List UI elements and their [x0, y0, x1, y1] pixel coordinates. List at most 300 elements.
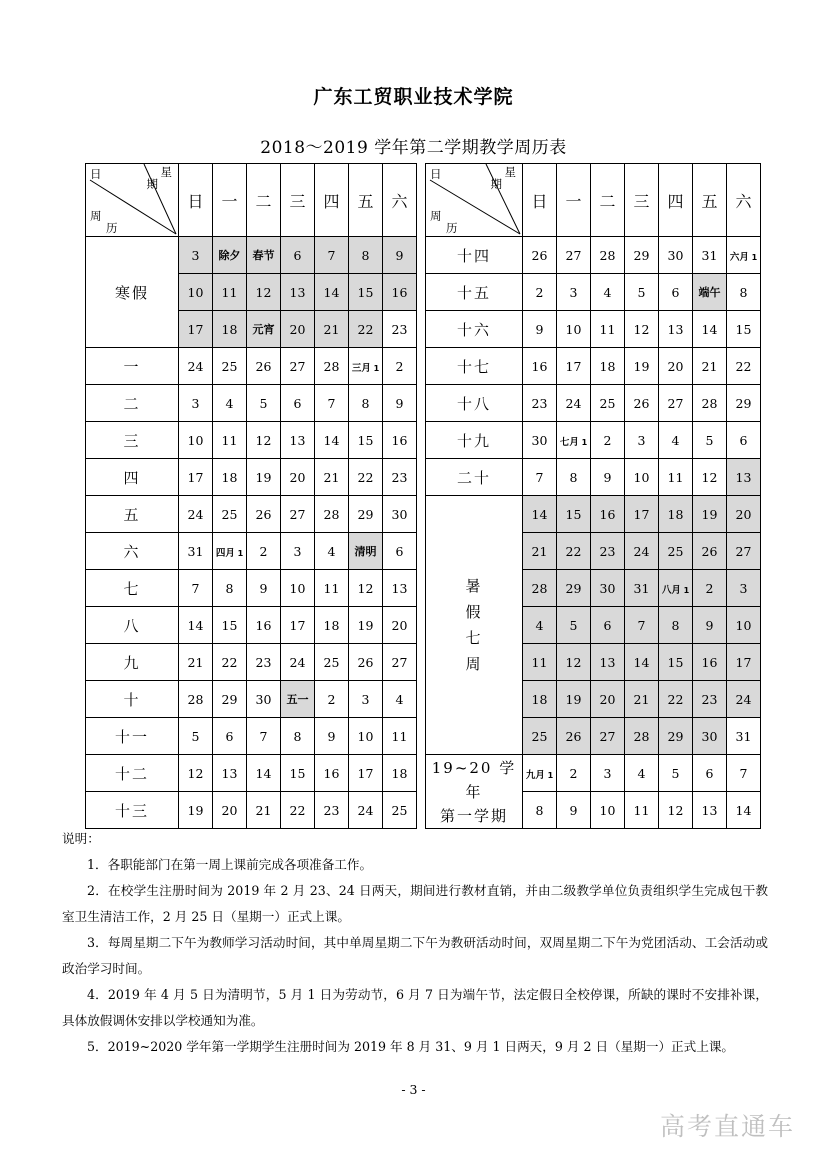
day-cell: 27 — [591, 718, 625, 755]
week-label-cell: 九 — [86, 644, 179, 681]
day-cell: 6 — [591, 607, 625, 644]
day-cell: 14 — [315, 422, 349, 459]
day-cell: 27 — [727, 533, 761, 570]
day-cell: 30 — [383, 496, 417, 533]
day-cell: 11 — [625, 792, 659, 829]
calendar-right-body — [426, 237, 761, 829]
week-label-cell: 七 — [86, 570, 179, 607]
day-cell: 28 — [591, 237, 625, 274]
weekday-header-0: 日 — [179, 164, 213, 237]
day-cell: 28 — [625, 718, 659, 755]
week-label-cell: 十一 — [86, 718, 179, 755]
week-label-cell: 六 — [86, 533, 179, 570]
calendar-row — [426, 274, 761, 311]
day-cell: 17 — [727, 644, 761, 681]
day-cell: 10 — [591, 792, 625, 829]
note-item-1: 1．各职能部门在第一周上课前完成各项准备工作。 — [87, 857, 373, 872]
day-cell: 9 — [383, 385, 417, 422]
day-cell: 3 — [591, 755, 625, 792]
day-cell: 9 — [557, 792, 591, 829]
day-cell — [349, 348, 383, 385]
calendar-row — [86, 496, 417, 533]
day-cell: 5 — [625, 274, 659, 311]
day-cell: 31 — [727, 718, 761, 755]
day-cell: 23 — [315, 792, 349, 829]
corner-weekday-line2: 期 — [146, 177, 160, 192]
week-label-cell: 十三 — [86, 792, 179, 829]
day-cell: 3 — [625, 422, 659, 459]
day-cell: 19 — [247, 459, 281, 496]
day-cell: 20 — [281, 311, 315, 348]
header-row — [86, 164, 417, 237]
day-cell: 8 — [213, 570, 247, 607]
weekday-header-6: 六 — [383, 164, 417, 237]
holiday-label: 清明 — [354, 545, 377, 558]
week-label-cell: 十四 — [426, 237, 523, 274]
day-cell: 22 — [557, 533, 591, 570]
weekday-header-1: 一 — [557, 164, 591, 237]
day-cell: 22 — [281, 792, 315, 829]
day-cell: 15 — [213, 607, 247, 644]
weekday-header-2: 二 — [247, 164, 281, 237]
day-cell: 24 — [625, 533, 659, 570]
calendar-row — [426, 755, 761, 792]
day-cell — [693, 274, 727, 311]
day-cell — [349, 533, 383, 570]
corner-header-cell — [426, 164, 523, 237]
day-cell — [281, 681, 315, 718]
calendar-left-header — [86, 164, 417, 237]
day-cell: 23 — [383, 311, 417, 348]
day-cell: 18 — [591, 348, 625, 385]
day-cell: 21 — [315, 459, 349, 496]
calendar-row — [426, 348, 761, 385]
day-cell: 2 — [557, 755, 591, 792]
day-cell: 26 — [523, 237, 557, 274]
day-cell: 10 — [281, 570, 315, 607]
day-cell: 20 — [591, 681, 625, 718]
day-cell: 16 — [523, 348, 557, 385]
note-item-2: 2．在校学生注册时间为 2019 年 2 月 23、24 日两天，期间进行教材直销，并由二级教学单位负责组织学生完成包干教室卫生清洁工作，2 月 25 日（星期一）正式上课。 — [62, 883, 768, 924]
day-cell: 11 — [213, 274, 247, 311]
day-cell: 11 — [591, 311, 625, 348]
calendar-right-header — [426, 164, 761, 237]
day-cell: 17 — [281, 607, 315, 644]
holiday-label: 五一 — [286, 693, 309, 706]
calendar-row — [86, 792, 417, 829]
day-cell: 13 — [281, 422, 315, 459]
day-cell: 22 — [213, 644, 247, 681]
day-cell: 4 — [591, 274, 625, 311]
day-cell: 24 — [179, 348, 213, 385]
corner-header-cell — [86, 164, 179, 237]
day-cell: 10 — [179, 422, 213, 459]
day-cell: 28 — [315, 348, 349, 385]
corner-label-weekday — [491, 166, 519, 190]
day-cell: 3 — [557, 274, 591, 311]
day-cell: 13 — [591, 644, 625, 681]
summer-vacation-label — [426, 496, 523, 755]
day-cell: 4 — [625, 755, 659, 792]
day-cell — [247, 237, 281, 274]
corner-label-day: 日 — [430, 167, 444, 181]
day-cell: 7 — [727, 755, 761, 792]
day-cell — [213, 237, 247, 274]
holiday-label: 端午 — [698, 286, 721, 299]
holiday-label: 春节 — [252, 249, 275, 262]
week-label-cell: 十五 — [426, 274, 523, 311]
day-cell: 16 — [591, 496, 625, 533]
day-cell: 11 — [383, 718, 417, 755]
notes-heading: 说明： — [62, 831, 100, 846]
calendar-row — [86, 237, 417, 274]
day-cell: 17 — [625, 496, 659, 533]
day-cell: 10 — [179, 274, 213, 311]
calendar-row — [426, 459, 761, 496]
corner-label-weekday — [147, 166, 175, 190]
day-cell: 24 — [281, 644, 315, 681]
day-cell: 20 — [213, 792, 247, 829]
calendar-row — [86, 385, 417, 422]
day-cell: 18 — [315, 607, 349, 644]
weekday-header-3: 三 — [625, 164, 659, 237]
summer-vacation-label-line-1: 假 — [465, 602, 483, 621]
calendar-row — [86, 644, 417, 681]
day-cell: 11 — [523, 644, 557, 681]
calendar-row — [86, 533, 417, 570]
day-cell: 21 — [247, 792, 281, 829]
calendar-row — [86, 607, 417, 644]
day-cell: 22 — [349, 311, 383, 348]
weekday-header-4: 四 — [659, 164, 693, 237]
day-cell: 14 — [247, 755, 281, 792]
day-cell: 18 — [213, 459, 247, 496]
day-cell: 25 — [659, 533, 693, 570]
day-cell: 30 — [693, 718, 727, 755]
day-cell: 19 — [557, 681, 591, 718]
day-cell: 12 — [247, 274, 281, 311]
calendar-table-left — [85, 163, 417, 829]
day-cell: 17 — [179, 311, 213, 348]
day-cell: 2 — [693, 570, 727, 607]
day-cell: 8 — [727, 274, 761, 311]
notes-section — [62, 826, 768, 1060]
day-cell: 25 — [315, 644, 349, 681]
note-item-5: 5．2019~2020 学年第一学期学生注册时间为 2019 年 8 月 31、9 月 1 日两天，9 月 2 日（星期一）正式上课。 — [87, 1039, 735, 1054]
day-cell: 13 — [281, 274, 315, 311]
header-row — [426, 164, 761, 237]
week-label-cell: 寒假 — [86, 237, 179, 348]
day-cell: 20 — [383, 607, 417, 644]
weekday-header-4: 四 — [315, 164, 349, 237]
calendar-row — [86, 459, 417, 496]
calendar-row — [86, 718, 417, 755]
day-cell: 5 — [659, 755, 693, 792]
day-cell: 29 — [727, 385, 761, 422]
day-cell: 9 — [523, 311, 557, 348]
month-start-label: 四月 1 — [215, 547, 244, 559]
day-cell: 26 — [349, 644, 383, 681]
day-cell: 15 — [727, 311, 761, 348]
day-cell: 28 — [315, 496, 349, 533]
weekday-header-0: 日 — [523, 164, 557, 237]
next-term-label-line-1: 第一学期 — [439, 806, 508, 825]
day-cell: 4 — [523, 607, 557, 644]
day-cell: 23 — [383, 459, 417, 496]
corner-label-weekcal — [430, 210, 460, 234]
day-cell: 25 — [591, 385, 625, 422]
week-label-cell: 三 — [86, 422, 179, 459]
day-cell: 10 — [557, 311, 591, 348]
weekday-header-5: 五 — [349, 164, 383, 237]
calendar-row — [86, 570, 417, 607]
calendar-left-body — [86, 237, 417, 829]
day-cell: 28 — [693, 385, 727, 422]
calendar-row — [426, 237, 761, 274]
day-cell: 21 — [693, 348, 727, 385]
page-number: - 3 - — [401, 1082, 426, 1097]
day-cell: 26 — [247, 496, 281, 533]
page-subtitle: 2018～2019 学年第二学期教学周历表 — [260, 138, 567, 158]
day-cell: 9 — [693, 607, 727, 644]
week-label-cell: 一 — [86, 348, 179, 385]
day-cell: 18 — [213, 311, 247, 348]
day-cell: 12 — [247, 422, 281, 459]
day-cell: 20 — [281, 459, 315, 496]
next-term-label — [426, 755, 523, 829]
day-cell: 26 — [557, 718, 591, 755]
month-start-label: 三月 1 — [351, 362, 380, 374]
day-cell: 18 — [659, 496, 693, 533]
calendar-row — [86, 681, 417, 718]
day-cell: 17 — [557, 348, 591, 385]
holiday-label: 除夕 — [218, 249, 241, 262]
day-cell — [247, 311, 281, 348]
day-cell: 5 — [693, 422, 727, 459]
day-cell: 13 — [693, 792, 727, 829]
day-cell: 23 — [247, 644, 281, 681]
day-cell: 21 — [179, 644, 213, 681]
day-cell: 6 — [383, 533, 417, 570]
day-cell: 3 — [179, 385, 213, 422]
day-cell: 14 — [625, 644, 659, 681]
day-cell: 15 — [349, 422, 383, 459]
weekday-header-1: 一 — [213, 164, 247, 237]
day-cell: 26 — [625, 385, 659, 422]
day-cell: 13 — [213, 755, 247, 792]
day-cell: 2 — [591, 422, 625, 459]
page-title: 广东工贸职业技术学院 — [313, 86, 514, 108]
day-cell: 6 — [281, 385, 315, 422]
week-label-cell: 二十 — [426, 459, 523, 496]
day-cell: 18 — [383, 755, 417, 792]
day-cell — [557, 422, 591, 459]
day-cell: 24 — [727, 681, 761, 718]
day-cell: 3 — [281, 533, 315, 570]
day-cell: 22 — [659, 681, 693, 718]
day-cell: 25 — [213, 348, 247, 385]
day-cell: 22 — [727, 348, 761, 385]
day-cell: 29 — [557, 570, 591, 607]
day-cell: 7 — [625, 607, 659, 644]
calendar-row — [426, 422, 761, 459]
day-cell: 16 — [383, 422, 417, 459]
day-cell: 6 — [281, 237, 315, 274]
day-cell: 27 — [383, 644, 417, 681]
note-item-4: 4．2019 年 4 月 5 日为清明节，5 月 1 日为劳动节，6 月 7 日为端午节，法定假日全校停课，所缺的课时不安排补课，具体放假调休安排以学校通知为准。 — [62, 987, 768, 1028]
day-cell: 13 — [659, 311, 693, 348]
day-cell: 2 — [315, 681, 349, 718]
day-cell: 29 — [659, 718, 693, 755]
day-cell: 12 — [659, 792, 693, 829]
corner-weekcal-line2: 历 — [106, 220, 120, 235]
day-cell: 8 — [349, 385, 383, 422]
day-cell: 23 — [591, 533, 625, 570]
day-cell: 8 — [557, 459, 591, 496]
day-cell: 19 — [693, 496, 727, 533]
day-cell: 12 — [349, 570, 383, 607]
day-cell: 6 — [693, 755, 727, 792]
day-cell: 27 — [281, 496, 315, 533]
day-cell: 27 — [659, 385, 693, 422]
day-cell: 6 — [213, 718, 247, 755]
day-cell: 15 — [557, 496, 591, 533]
day-cell: 4 — [659, 422, 693, 459]
day-cell: 6 — [727, 422, 761, 459]
day-cell: 21 — [625, 681, 659, 718]
note-item-3: 3．每周星期二下午为教师学习活动时间，其中单周星期二下午为教研活动时间，双周星期二下午为党团活动、工会活动或政治学习时间。 — [62, 935, 768, 976]
day-cell: 9 — [247, 570, 281, 607]
day-cell: 13 — [727, 459, 761, 496]
day-cell: 4 — [383, 681, 417, 718]
day-cell: 7 — [179, 570, 213, 607]
day-cell: 28 — [179, 681, 213, 718]
day-cell: 13 — [383, 570, 417, 607]
day-cell: 7 — [315, 237, 349, 274]
day-cell: 8 — [349, 237, 383, 274]
day-cell: 27 — [557, 237, 591, 274]
weekday-header-2: 二 — [591, 164, 625, 237]
day-cell: 7 — [523, 459, 557, 496]
day-cell: 4 — [213, 385, 247, 422]
day-cell: 30 — [591, 570, 625, 607]
day-cell: 19 — [179, 792, 213, 829]
calendar-row — [86, 755, 417, 792]
day-cell: 29 — [213, 681, 247, 718]
week-label-cell: 四 — [86, 459, 179, 496]
day-cell: 27 — [281, 348, 315, 385]
day-cell: 28 — [523, 570, 557, 607]
day-cell: 26 — [693, 533, 727, 570]
day-cell: 3 — [727, 570, 761, 607]
corner-label-day: 日 — [90, 167, 104, 181]
day-cell: 21 — [523, 533, 557, 570]
day-cell: 24 — [557, 385, 591, 422]
corner-weekcal-line2: 历 — [446, 220, 460, 235]
day-cell: 11 — [315, 570, 349, 607]
week-label-cell: 五 — [86, 496, 179, 533]
day-cell: 23 — [523, 385, 557, 422]
day-cell: 5 — [557, 607, 591, 644]
calendar-row — [426, 496, 761, 533]
week-label-cell: 十八 — [426, 385, 523, 422]
day-cell: 30 — [659, 237, 693, 274]
day-cell: 5 — [179, 718, 213, 755]
day-cell: 14 — [523, 496, 557, 533]
next-term-label-line-0: 19~20 学年 — [431, 758, 517, 801]
weekday-header-6: 六 — [727, 164, 761, 237]
weekday-header-5: 五 — [693, 164, 727, 237]
day-cell: 18 — [523, 681, 557, 718]
corner-label-weekcal — [90, 210, 120, 234]
day-cell: 12 — [693, 459, 727, 496]
day-cell: 17 — [349, 755, 383, 792]
day-cell: 26 — [247, 348, 281, 385]
day-cell: 29 — [625, 237, 659, 274]
day-cell: 15 — [659, 644, 693, 681]
day-cell: 12 — [557, 644, 591, 681]
week-label-cell: 十九 — [426, 422, 523, 459]
corner-weekday-line2: 期 — [490, 177, 504, 192]
summer-vacation-label-line-3: 周 — [465, 655, 483, 674]
day-cell: 3 — [179, 237, 213, 274]
day-cell: 31 — [179, 533, 213, 570]
day-cell: 25 — [213, 496, 247, 533]
day-cell — [659, 570, 693, 607]
day-cell: 4 — [315, 533, 349, 570]
holiday-label: 元宵 — [252, 323, 275, 336]
day-cell: 3 — [349, 681, 383, 718]
week-label-cell: 八 — [86, 607, 179, 644]
day-cell: 2 — [383, 348, 417, 385]
day-cell: 23 — [693, 681, 727, 718]
day-cell: 17 — [179, 459, 213, 496]
weekday-header-3: 三 — [281, 164, 315, 237]
day-cell: 25 — [383, 792, 417, 829]
day-cell: 19 — [349, 607, 383, 644]
day-cell: 10 — [625, 459, 659, 496]
day-cell: 8 — [659, 607, 693, 644]
day-cell: 5 — [247, 385, 281, 422]
day-cell: 9 — [591, 459, 625, 496]
month-start-label: 六月 1 — [729, 251, 758, 263]
day-cell: 11 — [659, 459, 693, 496]
day-cell: 11 — [213, 422, 247, 459]
day-cell: 31 — [625, 570, 659, 607]
day-cell: 2 — [247, 533, 281, 570]
day-cell: 14 — [315, 274, 349, 311]
calendar-tables — [85, 163, 758, 829]
calendar-row — [426, 311, 761, 348]
day-cell: 22 — [349, 459, 383, 496]
day-cell: 6 — [659, 274, 693, 311]
day-cell — [213, 533, 247, 570]
day-cell: 15 — [281, 755, 315, 792]
week-label-cell: 十七 — [426, 348, 523, 385]
week-label-cell: 十 — [86, 681, 179, 718]
day-cell: 24 — [349, 792, 383, 829]
day-cell: 21 — [315, 311, 349, 348]
day-cell: 12 — [625, 311, 659, 348]
day-cell: 10 — [349, 718, 383, 755]
calendar-row — [86, 422, 417, 459]
summer-vacation-label-line-2: 七 — [465, 629, 483, 647]
day-cell: 16 — [247, 607, 281, 644]
month-start-label: 七月 1 — [559, 436, 588, 448]
corner-weekcal-line1: 周 — [90, 208, 104, 223]
day-cell: 16 — [693, 644, 727, 681]
day-cell: 24 — [179, 496, 213, 533]
